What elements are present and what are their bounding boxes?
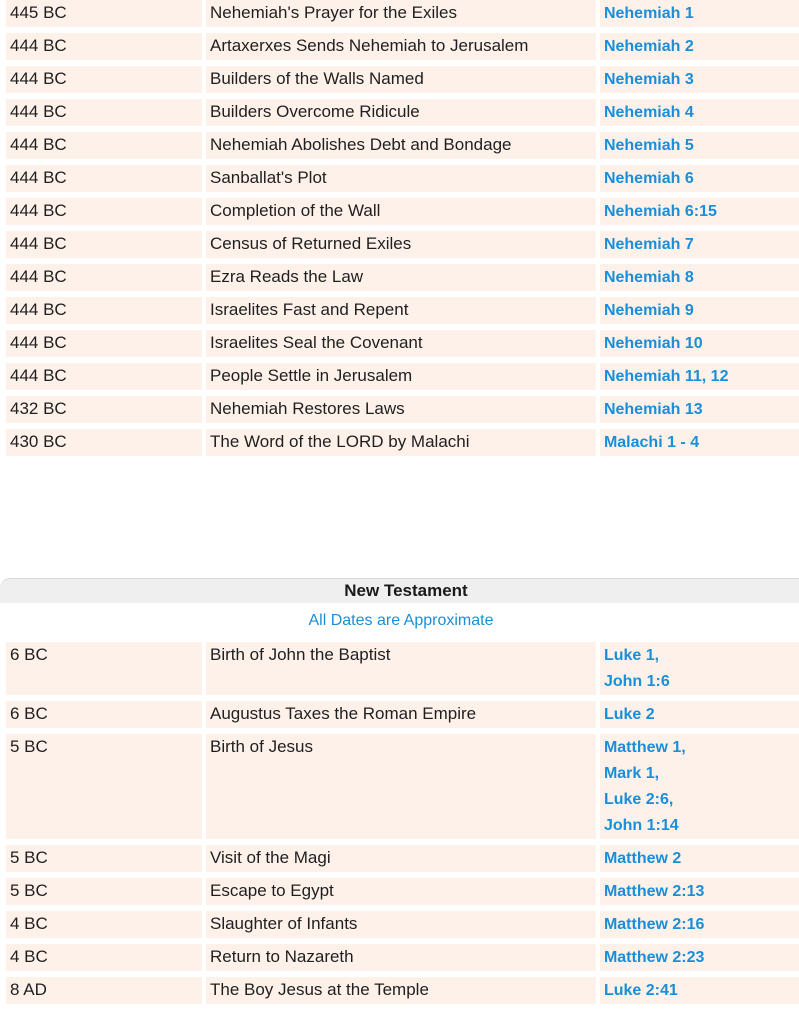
date-cell: 4 BC (6, 944, 202, 971)
table-row (6, 165, 799, 192)
reference-cell (600, 132, 799, 159)
table-row (6, 642, 799, 695)
event-cell: Nehemiah Restores Laws (206, 396, 596, 423)
reference-cell (600, 330, 799, 357)
scripture-link[interactable]: Matthew 2:16 (603, 916, 705, 933)
date-cell: 444 BC (6, 297, 202, 324)
date-cell: 444 BC (6, 99, 202, 126)
table-row (6, 734, 799, 839)
reference-cell (600, 878, 799, 905)
reference-cell (600, 165, 799, 192)
event-cell: Augustus Taxes the Roman Empire (206, 701, 596, 728)
event-cell: Slaughter of Infants (206, 911, 596, 938)
scripture-link[interactable]: Nehemiah 6:15 (603, 203, 717, 220)
scripture-link[interactable]: Nehemiah 13 (603, 401, 703, 418)
date-cell: 444 BC (6, 363, 202, 390)
date-cell: 444 BC (6, 198, 202, 225)
scripture-link[interactable]: Mark 1, (603, 765, 660, 782)
scripture-link[interactable]: Matthew 2:23 (603, 949, 705, 966)
table-row (6, 429, 799, 456)
event-cell: The Word of the LORD by Malachi (206, 429, 596, 456)
table-row (6, 977, 799, 1004)
table-row (6, 396, 799, 423)
event-cell: Ezra Reads the Law (206, 264, 596, 291)
table-row (6, 330, 799, 357)
new-testament-table (2, 636, 799, 1010)
reference-cell (600, 911, 799, 938)
reference-cell (600, 429, 799, 456)
date-cell: 430 BC (6, 429, 202, 456)
event-cell: Artaxerxes Sends Nehemiah to Jerusalem (206, 33, 596, 60)
table-row (6, 264, 799, 291)
event-cell: Birth of Jesus (206, 734, 596, 839)
event-cell: Escape to Egypt (206, 878, 596, 905)
section-subtitle: All Dates are Approximate (308, 612, 494, 629)
date-cell: 444 BC (6, 264, 202, 291)
reference-cell (600, 66, 799, 93)
reference-cell (600, 701, 799, 728)
scripture-link[interactable]: Nehemiah 9 (603, 302, 694, 319)
scripture-link[interactable]: Malachi 1 - 4 (603, 434, 700, 451)
reference-cell (600, 977, 799, 1004)
event-cell: Israelites Seal the Covenant (206, 330, 596, 357)
reference-cell (600, 231, 799, 258)
event-cell: Completion of the Wall (206, 198, 596, 225)
reference-cell (600, 845, 799, 872)
reference-cell (600, 99, 799, 126)
reference-cell (600, 198, 799, 225)
scripture-link[interactable]: John 1:14 (603, 817, 679, 834)
scripture-link[interactable]: Nehemiah 4 (603, 104, 694, 121)
table-row (6, 297, 799, 324)
date-cell: 432 BC (6, 396, 202, 423)
table-row (6, 0, 799, 27)
reference-cell (600, 264, 799, 291)
scripture-link[interactable]: Nehemiah 7 (603, 236, 694, 253)
scripture-link[interactable]: Luke 1, (603, 647, 660, 664)
event-cell: Return to Nazareth (206, 944, 596, 971)
reference-cell (600, 734, 799, 839)
table-row (6, 231, 799, 258)
date-cell: 444 BC (6, 33, 202, 60)
table-row (6, 66, 799, 93)
reference-cell (600, 944, 799, 971)
scripture-link[interactable]: Matthew 2:13 (603, 883, 705, 900)
date-cell: 444 BC (6, 330, 202, 357)
old-testament-table (2, 0, 799, 462)
reference-cell (600, 297, 799, 324)
date-cell: 444 BC (6, 132, 202, 159)
scripture-link[interactable]: Luke 2 (603, 706, 655, 723)
scripture-link[interactable]: Matthew 1, (603, 739, 686, 756)
date-cell: 445 BC (6, 0, 202, 27)
scripture-link[interactable]: Matthew 2 (603, 850, 682, 867)
scripture-link[interactable]: Nehemiah 8 (603, 269, 694, 286)
date-cell: 5 BC (6, 734, 202, 839)
date-cell: 444 BC (6, 165, 202, 192)
table-row (6, 911, 799, 938)
table-row (6, 99, 799, 126)
date-cell: 8 AD (6, 977, 202, 1004)
date-cell: 444 BC (6, 66, 202, 93)
reference-cell (600, 33, 799, 60)
section-title: New Testament (0, 578, 799, 603)
table-row (6, 944, 799, 971)
table-row (6, 132, 799, 159)
table-row (6, 198, 799, 225)
event-cell: Sanballat's Plot (206, 165, 596, 192)
event-cell: People Settle in Jerusalem (206, 363, 596, 390)
reference-cell (600, 0, 799, 27)
table-row (6, 33, 799, 60)
table-row (6, 701, 799, 728)
date-cell: 6 BC (6, 642, 202, 695)
event-cell: Visit of the Magi (206, 845, 596, 872)
event-cell: Nehemiah Abolishes Debt and Bondage (206, 132, 596, 159)
scripture-link[interactable]: Luke 2:6, (603, 791, 674, 808)
event-cell: Birth of John the Baptist (206, 642, 596, 695)
scripture-link[interactable]: John 1:6 (603, 673, 670, 690)
scripture-link[interactable]: Nehemiah 11, 12 (603, 368, 729, 385)
scripture-link[interactable]: Nehemiah 1 (603, 5, 694, 22)
scripture-link[interactable]: Nehemiah 5 (603, 137, 694, 154)
date-cell: 6 BC (6, 701, 202, 728)
table-row (6, 878, 799, 905)
event-cell: Nehemiah's Prayer for the Exiles (206, 0, 596, 27)
event-cell: Census of Returned Exiles (206, 231, 596, 258)
reference-cell (600, 396, 799, 423)
date-cell: 5 BC (6, 878, 202, 905)
reference-cell (600, 363, 799, 390)
event-cell: Builders Overcome Ridicule (206, 99, 596, 126)
scripture-link[interactable]: Nehemiah 10 (603, 335, 703, 352)
event-cell: Builders of the Walls Named (206, 66, 596, 93)
date-cell: 4 BC (6, 911, 202, 938)
date-cell: 444 BC (6, 231, 202, 258)
date-cell: 5 BC (6, 845, 202, 872)
scripture-link[interactable]: Luke 2:41 (603, 982, 678, 999)
event-cell: Israelites Fast and Repent (206, 297, 596, 324)
reference-cell (600, 642, 799, 695)
table-row (6, 363, 799, 390)
table-row (6, 845, 799, 872)
scripture-link[interactable]: Nehemiah 2 (603, 38, 694, 55)
event-cell: The Boy Jesus at the Temple (206, 977, 596, 1004)
scripture-link[interactable]: Nehemiah 6 (603, 170, 694, 187)
scripture-link[interactable]: Nehemiah 3 (603, 71, 694, 88)
